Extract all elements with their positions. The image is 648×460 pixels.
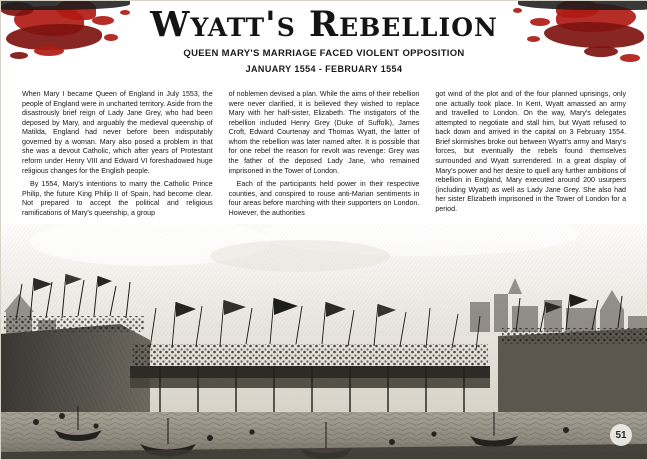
date-range: JANUARY 1554 - FEBRUARY 1554 — [245, 64, 403, 74]
paragraph: Each of the participants held power in their respective counties, and conspired to rouse anti-Marian sentiments in four areas before marching with their supporters on London. However, the authorities — [228, 180, 420, 217]
page-number: 51 — [610, 424, 632, 446]
paragraph: By 1554, Mary's intentions to marry the Catholic Prince Philip, the future King Philip II of Spain, had become clear. Not prepared to accept the political and religious ramifications of Mary's queenship, a group — [22, 180, 213, 217]
paragraph: When Mary I became Queen of England in July 1553, the people of England were in uncharted territory. Aside from the disastrously brief reign of Lady Jane Grey, who had been deposed by Mary, and arguably the medieval queenship of Matilda, England had never before been indisputably governed by a woman. Mary also posed a problem in that she was a devout Catholic, which after years of Protestant reform under Henry VIII and Edward VI foreshadowed huge religious changes for the English people. — [22, 90, 213, 175]
article-body — [0, 84, 648, 224]
paragraph: got wind of the plot and of the four planned uprisings, only one actually took place. In Kent, Wyatt amassed an army and travelled to London. On the way, Mary's delegates attempted to negotiate and stall him, but Wyatt refused to back down and arrived in the capital on 3 February 1554. Brief skirmishes broke out between Wyatt's army and Mary's forces, but eventually the rebels found themselves surrounded and Wyatt surrendered. In a great display of Mary's power and her desire to quell any further ambitions of rebellion in England, Mary executed around 200 usurpers (including Wyatt) as well as Lady Jane Grey. She also had her sister Elizabeth imprisoned in the Tower of London for a period. — [435, 90, 627, 213]
text-column-1 — [22, 90, 213, 224]
paragraph: of noblemen devised a plan. While the aims of their rebellion were never clarified, it is believed they wished to replace Mary with her half-sister, Elizabeth. The instigators of the rebellion included Henry Grey (Duke of Suffolk), James Croft, Edward Courtenay and Thomas Wyatt, the latter of whom the rebellion was later named after. It is possible that for one rebel the reason for revolt was revenge: Grey was the father of the deposed Lady Jane, who remained imprisoned in the Tower of London. — [228, 90, 420, 175]
engraving-artwork — [0, 216, 648, 460]
page-subtitle: QUEEN MARY'S MARRIAGE FACED VIOLENT OPPOSITION — [183, 48, 465, 59]
page-title: Wyatt's Rebellion — [150, 4, 498, 45]
text-column-2 — [229, 90, 420, 224]
illustration — [0, 216, 648, 460]
text-column-3 — [435, 90, 626, 224]
masthead — [0, 0, 648, 86]
